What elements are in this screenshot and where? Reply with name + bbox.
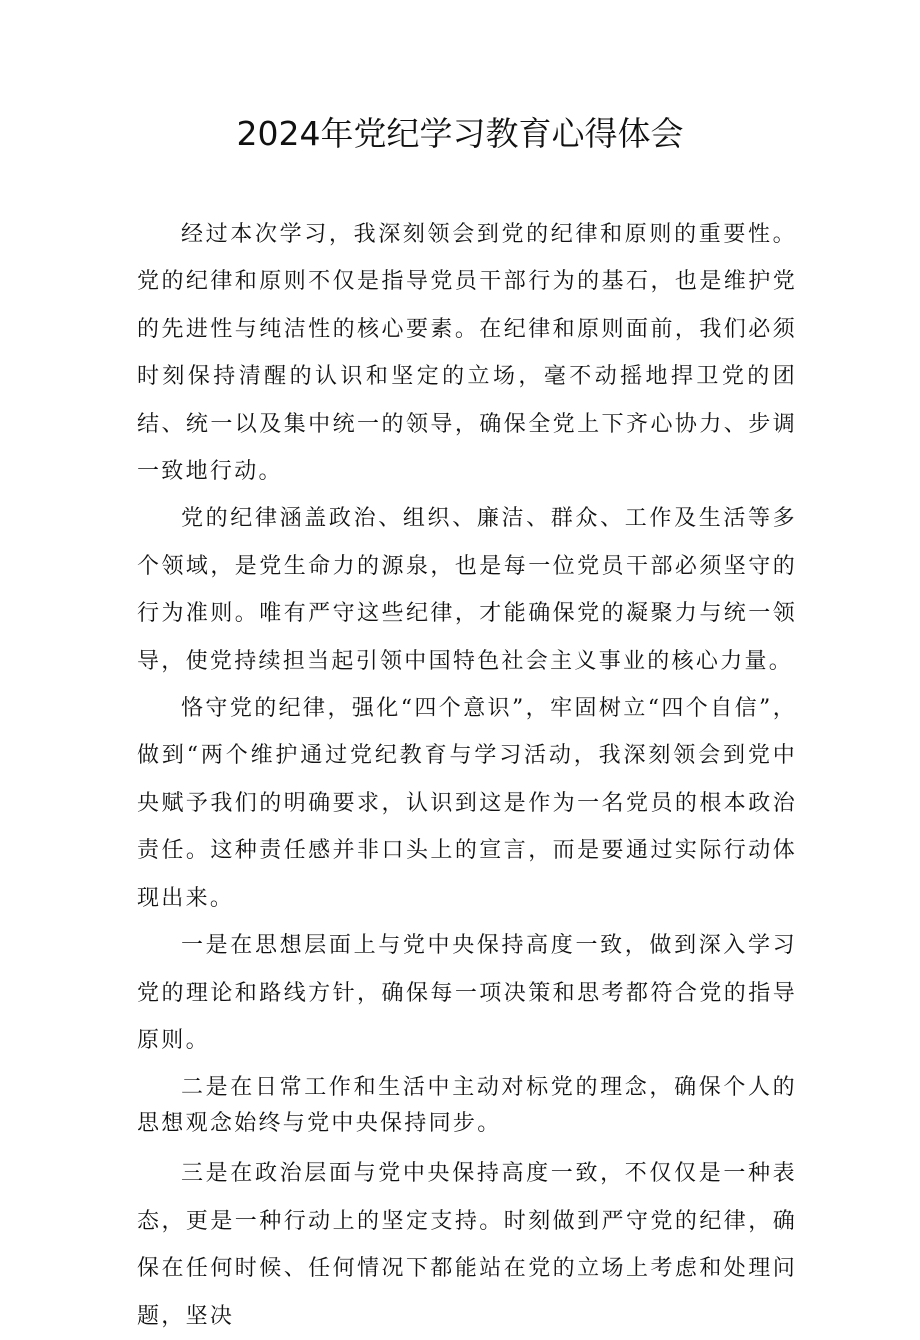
paragraph-4: 一是在思想层面上与党中央保持高度一致，做到深入学习党的理论和路线方针，确保每一项决策和思考都符合党的指导原则。 xyxy=(137,933,797,1053)
document-title: 2024年党纪学习教育心得体会 xyxy=(236,114,684,153)
paragraph-5: 二是在日常工作和生活中主动对标党的理念，确保个人的思想观念始终与党中央保持同步。 xyxy=(137,1075,797,1137)
document-body xyxy=(137,211,797,1340)
paragraph-1: 经过本次学习，我深刻领会到党的纪律和原则的重要性。党的纪律和原则不仅是指导党员干部行为的基石，也是维护党的先进性与纯洁性的核心要素。在纪律和原则面前，我们必须时刻保持清醒的认识和坚定的立场，毫不动摇地捍卫党的团结、统一以及集中统一的领导，确保全党上下齐心协力、步调一致地行动。 xyxy=(137,222,797,485)
paragraph-3: 恪守党的纪律，强化“四个意识”，牢固树立“四个自信”，做到“两个维护通过党纪教育与学习活动，我深刻领会到党中央赋予我们的明确要求，认识到这是作为一名党员的根本政治责任。这种责任感并非口头上的宣言，而是要通过实际行动体现出来。 xyxy=(137,696,797,911)
paragraph-6: 三是在政治层面与党中央保持高度一致，不仅仅是一种表态，更是一种行动上的坚定支持。时刻做到严守党的纪律，确保在任何时候、任何情况下都能站在党的立场上考虑和处理问题，坚决 xyxy=(137,1161,797,1329)
paragraph-2: 党的纪律涵盖政治、组织、廉洁、群众、工作及生活等多个领域，是党生命力的源泉，也是每一位党员干部必须坚守的行为准则。唯有严守这些纪律，才能确保党的凝聚力与统一领导，使党持续担当起引领中国特色社会主义事业的核心力量。 xyxy=(137,506,797,674)
